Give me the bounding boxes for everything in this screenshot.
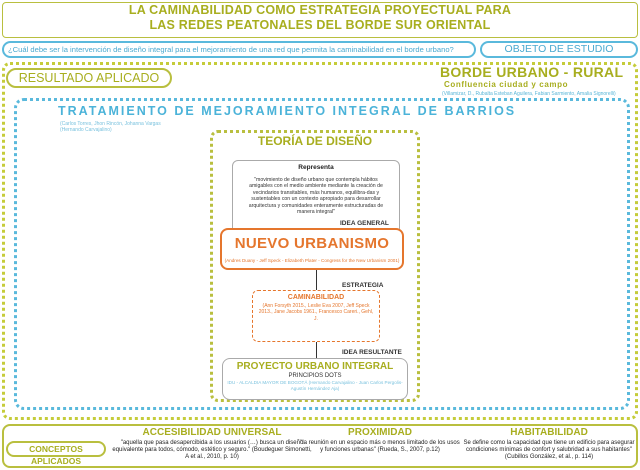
proyecto-title: PROYECTO URBANO INTEGRAL [236, 361, 394, 372]
tratamiento-authors: (Carlos Torres, Jhon Rincón, Johanna Vargas (Hernando Carvajalino) [60, 121, 161, 133]
caminabilidad-title: CAMINABILIDAD [287, 294, 345, 301]
representa-quote: "movimiento de diseño urbano que contempla hábitos amigables con el medio ambiente mediante la creación de vecindarios transitables, más humanos, equilibra-das y sustentables con un contexto apropiado para desarrollar arquitectura y comunidades enteramente estructuradas de manera integral" [248, 177, 384, 216]
concept-title: PROXIMIDAD [348, 427, 412, 438]
theory-title: TEORÍA DE DISEÑO [257, 134, 373, 148]
concepts-label: CONCEPTOS APLICADOS [6, 441, 106, 457]
concept-item [300, 427, 460, 454]
concept-text: Se define como la capacidad que tiene un edificio para asegurar condiciones mínimas de confort y salubridad a sus habitantes" (Cubillos González, et al., p. 114) [463, 440, 635, 461]
nuevo-urbanismo-title: NUEVO URBANISMO [234, 235, 390, 252]
connector-line [316, 270, 317, 290]
borde-title: BORDE URBANO - RURAL [440, 64, 624, 80]
title-line-1: LA CAMINABILIDAD COMO ESTRATEGIA PROYECTUAL PARA [128, 3, 512, 17]
borde-subtitle: Confluencia ciudad y campo [444, 80, 569, 89]
estrategia-label: ESTRATEGIA [342, 282, 384, 289]
concept-item [110, 427, 314, 462]
borde-authors: (Villamizar, D., Rubalta Esteban Aguilera, Fabian Sarmiento, Amalia Signorelli) [442, 91, 616, 97]
proyecto-authors: IDU - ALCALDIA MAYOR DE BOGOTÁ (Hernando Carvajalino - Juan Carlos Pergolis- Agustín Hernández Aja) [227, 380, 403, 391]
research-question: ¿Cuál debe ser la intervención de diseño integral para el mejoramiento de una red que permita la caminabilidad en el borde urbano? [2, 41, 476, 58]
principios-label: PRINCIPIOS DOTS [288, 373, 342, 379]
concept-title: HABITABILIDAD [510, 427, 588, 438]
nuevo-urbanismo-authors: (Andres Duany - Jeff Speck - Elizabeth Plater - Congress for the New Urbanism 2001) [224, 258, 400, 263]
idea-general-label: IDEA GENERAL [340, 220, 389, 227]
idea-resultante-label: IDEA RESULTANTE [342, 349, 402, 356]
title-line-2: LAS REDES PEATONALES DEL BORDE SUR ORIENTAL [149, 18, 491, 32]
title-box [2, 2, 638, 38]
concept-text: "la reunión en un espacio más o menos limitado de los usos y funciones urbanas" (Rueda, S., 2007, p.12) [300, 440, 460, 454]
objective-label: OBJETO DE ESTUDIO [480, 41, 638, 58]
tratamiento-title: TRATAMIENTO DE MEJORAMIENTO INTEGRAL DE BARRIOS [58, 104, 517, 118]
result-label: RESULTADO APLICADO [6, 68, 172, 88]
connector-line [316, 342, 317, 358]
concept-item [462, 427, 636, 462]
caminabilidad-authors: (Ann Forsyth 2015., Leslie Eva 2007, Jeff Speck 2013., Jane Jacobs 1961., Francesco Careri., Gehl, J. [258, 303, 374, 322]
concept-title: ACCESIBILIDAD UNIVERSAL [142, 427, 282, 438]
concept-text: "aquella que pasa desapercibida a los usuarios (…) busca un diseño equivalente para todos, cómodo, estético y seguro." (Boudeguer Simonetti, A et al., 2010, p. 10) [112, 440, 312, 461]
representa-label: Representa [298, 164, 334, 171]
